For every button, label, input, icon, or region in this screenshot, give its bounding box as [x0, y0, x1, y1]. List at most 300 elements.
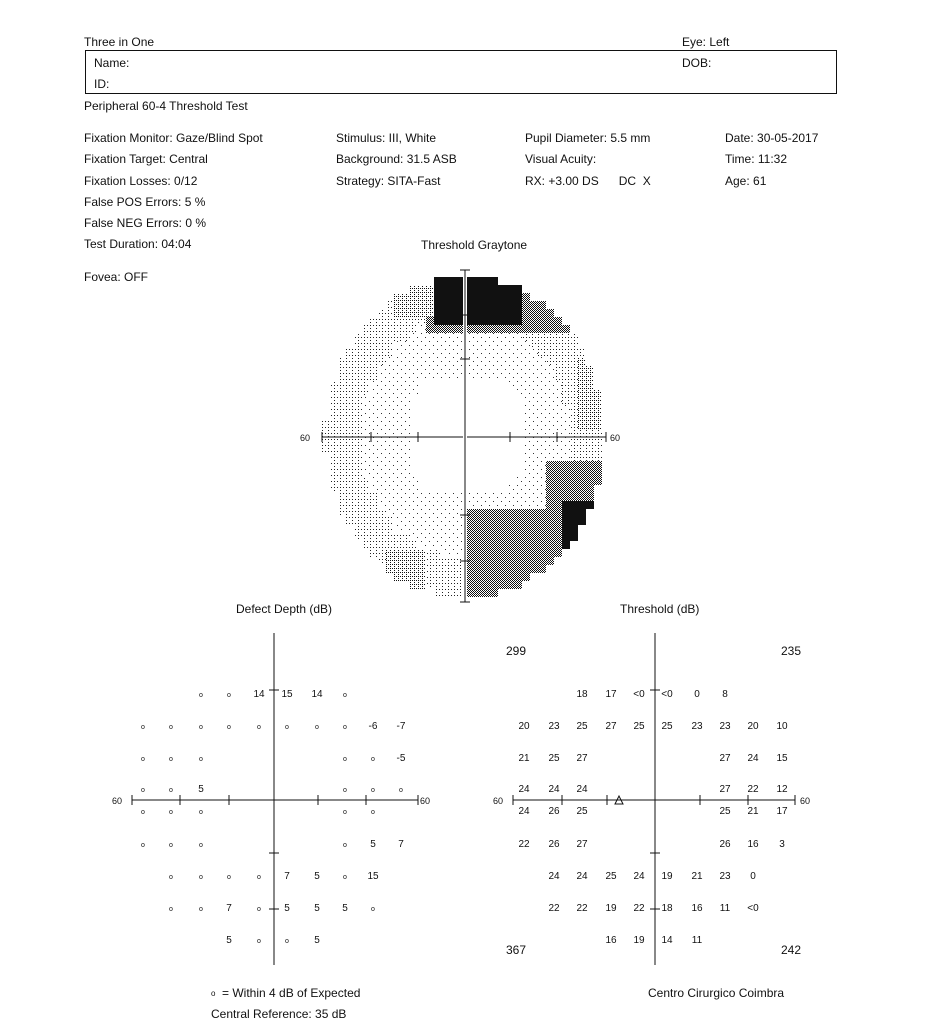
graytone-cell: [394, 565, 402, 573]
graytone-cell: [402, 541, 410, 549]
threshold-value: 11: [719, 903, 731, 914]
graytone-cell: [578, 517, 586, 525]
graytone-cell: [466, 357, 474, 365]
graytone-cell: [394, 389, 402, 397]
graytone-cell: [394, 445, 402, 453]
graytone-cell: [402, 309, 410, 317]
graytone-cell: [482, 277, 490, 285]
graytone-cell: [538, 429, 546, 437]
graytone-cell: [338, 397, 346, 405]
graytone-cell: [514, 381, 522, 389]
graytone-cell: [450, 525, 458, 533]
graytone-cell: [378, 453, 386, 461]
legend-symbol: o: [211, 989, 216, 998]
threshold-value: 26: [548, 839, 560, 850]
graytone-cell: [554, 325, 562, 333]
graytone-cell: [554, 541, 562, 549]
graytone-cell: [338, 357, 346, 365]
threshold-value: 26: [719, 839, 731, 850]
graytone-cell: [586, 469, 594, 477]
graytone-cell: [498, 309, 506, 317]
graytone-cell: [458, 589, 466, 597]
graytone-cell: [458, 373, 466, 381]
graytone-cell: [402, 493, 410, 501]
graytone-cell: [474, 589, 482, 597]
graytone-cell: [386, 365, 394, 373]
graytone-cell: [442, 589, 450, 597]
graytone-cell: [546, 309, 554, 317]
graytone-cell: [434, 285, 442, 293]
stimulus: Stimulus: III, White: [336, 131, 437, 145]
threshold-value: <0: [633, 689, 645, 700]
graytone-cell: [554, 445, 562, 453]
graytone-cell: [386, 357, 394, 365]
graytone-cell: [474, 509, 482, 517]
graytone-cell: [378, 365, 386, 373]
defect-value: 5: [342, 903, 348, 914]
threshold-value: 22: [576, 903, 588, 914]
graytone-cell: [514, 317, 522, 325]
graytone-cell: [498, 349, 506, 357]
graytone-cell: [514, 349, 522, 357]
test-name: Peripheral 60-4 Threshold Test: [84, 99, 248, 113]
graytone-cell: [514, 341, 522, 349]
graytone-cell: [506, 357, 514, 365]
threshold-value: 21: [518, 753, 530, 764]
graytone-cell: [442, 325, 450, 333]
graytone-cell: [490, 565, 498, 573]
graytone-cell: [394, 309, 402, 317]
graytone-cell: [458, 285, 466, 293]
graytone-cell: [514, 493, 522, 501]
defect-value: o: [141, 756, 145, 763]
threshold-value: 25: [605, 871, 617, 882]
graytone-cell: [370, 333, 378, 341]
graytone-cell: [386, 309, 394, 317]
graytone-cell: [450, 349, 458, 357]
graytone-cell: [546, 413, 554, 421]
graytone-cell: [554, 461, 562, 469]
graytone-cell: [418, 493, 426, 501]
graytone-cell: [522, 341, 530, 349]
graytone-cell: [578, 493, 586, 501]
threshold-value: 18: [576, 689, 588, 700]
threshold-value: 8: [722, 689, 728, 700]
graytone-cell: [426, 541, 434, 549]
graytone-cell: [482, 525, 490, 533]
central-reference: Central Reference: 35 dB: [211, 1007, 347, 1021]
graytone-cell: [402, 477, 410, 485]
defect-value: o: [169, 842, 173, 849]
graytone-cell: [330, 397, 338, 405]
graytone-cell: [418, 533, 426, 541]
graytone-cell: [450, 333, 458, 341]
graytone-cell: [378, 437, 386, 445]
graytone-cell: [482, 509, 490, 517]
graytone-cell: [546, 349, 554, 357]
graytone-cell: [498, 357, 506, 365]
graytone-cell: [466, 309, 474, 317]
graytone-cell: [482, 533, 490, 541]
graytone-cell: [570, 333, 578, 341]
graytone-cell: [378, 357, 386, 365]
graytone-cell: [538, 301, 546, 309]
defect-value: o: [257, 938, 261, 945]
graytone-cell: [562, 357, 570, 365]
defect-value: o: [199, 874, 203, 881]
graytone-cell: [458, 301, 466, 309]
graytone-cell: [370, 485, 378, 493]
defect-value: o: [169, 787, 173, 794]
graytone-cell: [522, 421, 530, 429]
graytone-cell: [450, 301, 458, 309]
graytone-cell: [530, 517, 538, 525]
graytone-cell: [410, 533, 418, 541]
graytone-cell: [522, 397, 530, 405]
graytone-cell: [546, 389, 554, 397]
rx: RX: +3.00 DS DC X: [525, 174, 651, 188]
graytone-cell: [474, 373, 482, 381]
graytone-cell: [394, 357, 402, 365]
graytone-cell: [418, 549, 426, 557]
graytone-cell: [554, 549, 562, 557]
graytone-cell: [530, 461, 538, 469]
graytone-cell: [370, 405, 378, 413]
graytone-cell: [426, 533, 434, 541]
graytone-cell: [498, 581, 506, 589]
graytone-cell: [586, 445, 594, 453]
graytone-cell: [458, 357, 466, 365]
graytone-cell: [450, 501, 458, 509]
graytone-cell: [418, 293, 426, 301]
graytone-cell: [354, 373, 362, 381]
graytone-cell: [418, 373, 426, 381]
graytone-cell: [346, 349, 354, 357]
graytone-cell: [554, 365, 562, 373]
graytone-cell: [362, 421, 370, 429]
graytone-cell: [546, 381, 554, 389]
graytone-cell: [426, 317, 434, 325]
graytone-cell: [586, 437, 594, 445]
graytone-cell: [562, 485, 570, 493]
graytone-cell: [490, 293, 498, 301]
graytone-cell: [514, 325, 522, 333]
graytone-cell: [506, 365, 514, 373]
graytone-cell: [594, 429, 602, 437]
graytone-cell: [546, 469, 554, 477]
graytone-cell: [530, 453, 538, 461]
graytone-cell: [530, 469, 538, 477]
graytone-cell: [338, 365, 346, 373]
defect-value: o: [343, 692, 347, 699]
graytone-cell: [394, 381, 402, 389]
graytone-cell: [442, 341, 450, 349]
graytone-cell: [378, 557, 386, 565]
graytone-cell: [474, 533, 482, 541]
threshold-corner-br: 242: [781, 943, 802, 957]
graytone-cell: [474, 301, 482, 309]
threshold-value: 10: [776, 721, 788, 732]
graytone-cell: [490, 301, 498, 309]
graytone-cell: [562, 365, 570, 373]
graytone-cell: [570, 517, 578, 525]
graytone-cell: [418, 301, 426, 309]
graytone-cell: [346, 445, 354, 453]
defect-value: o: [141, 809, 145, 816]
threshold-value: 25: [719, 806, 731, 817]
graytone-cell: [362, 525, 370, 533]
graytone-cell: [530, 525, 538, 533]
graytone-cell: [394, 461, 402, 469]
graytone-cell: [530, 405, 538, 413]
graytone-cell: [538, 309, 546, 317]
graytone-cell: [514, 541, 522, 549]
graytone-cell: [546, 397, 554, 405]
graytone-cell: [442, 293, 450, 301]
defect-value: o: [257, 724, 261, 731]
graytone-cell: [338, 501, 346, 509]
defect-value: o: [141, 787, 145, 794]
graytone-cell: [410, 365, 418, 373]
dob-label: DOB:: [682, 56, 712, 70]
graytone-cell: [530, 509, 538, 517]
time: Time: 11:32: [725, 152, 788, 166]
graytone-cell: [514, 533, 522, 541]
graytone-cell: [586, 365, 594, 373]
graytone-cell: [586, 421, 594, 429]
graytone-cell: [394, 293, 402, 301]
graytone-cell: [442, 277, 450, 285]
graytone-cell: [466, 317, 474, 325]
graytone-cell: [434, 557, 442, 565]
graytone-cell: [386, 461, 394, 469]
defect-value: o: [199, 906, 203, 913]
graytone-cell: [354, 469, 362, 477]
graytone-cell: [538, 437, 546, 445]
graytone-cell: [538, 421, 546, 429]
graytone-axis-left: 60: [300, 433, 311, 443]
graytone-cell: [370, 349, 378, 357]
graytone-cell: [546, 365, 554, 373]
graytone-cell: [466, 541, 474, 549]
graytone-cell: [418, 573, 426, 581]
graytone-cell: [538, 341, 546, 349]
graytone-cell: [538, 397, 546, 405]
graytone-cell: [522, 309, 530, 317]
threshold-value: 0: [750, 871, 756, 882]
defect-value: o: [169, 756, 173, 763]
graytone-cell: [498, 509, 506, 517]
graytone-cell: [402, 373, 410, 381]
threshold-axis-right: 60: [800, 796, 811, 806]
threshold-value: 24: [747, 753, 759, 764]
graytone-cell: [362, 429, 370, 437]
id-label: ID:: [94, 77, 110, 91]
graytone-cell: [386, 405, 394, 413]
graytone-cell: [378, 461, 386, 469]
defect-value: o: [371, 906, 375, 913]
graytone-cell: [426, 517, 434, 525]
graytone-cell: [386, 373, 394, 381]
graytone-cell: [362, 397, 370, 405]
graytone-cell: [442, 517, 450, 525]
graytone-cell: [378, 469, 386, 477]
graytone-cell: [394, 437, 402, 445]
graytone-cell: [394, 557, 402, 565]
graytone-cell: [514, 501, 522, 509]
graytone-cell: [338, 421, 346, 429]
graytone-cell: [458, 573, 466, 581]
graytone-cell: [354, 485, 362, 493]
graytone-cell: [418, 581, 426, 589]
graytone-cell: [514, 309, 522, 317]
graytone-cell: [370, 493, 378, 501]
threshold-value: 24: [518, 784, 530, 795]
graytone-cell: [538, 533, 546, 541]
graytone-cell: [538, 333, 546, 341]
graytone-cell: [346, 469, 354, 477]
graytone-cell: [474, 341, 482, 349]
graytone-cell: [378, 381, 386, 389]
graytone-cell: [514, 389, 522, 397]
test-duration: Test Duration: 04:04: [84, 237, 192, 251]
graytone-cell: [402, 501, 410, 509]
graytone-cell: [570, 493, 578, 501]
graytone-cell: [530, 549, 538, 557]
graytone-cell: [386, 325, 394, 333]
graytone-cell: [362, 349, 370, 357]
graytone-cell: [546, 557, 554, 565]
graytone-cell: [386, 485, 394, 493]
graytone-cell: [522, 389, 530, 397]
graytone-cell: [378, 501, 386, 509]
graytone-cell: [578, 381, 586, 389]
strategy: Strategy: SITA-Fast: [336, 174, 441, 188]
graytone-cell: [386, 341, 394, 349]
graytone-cell: [482, 549, 490, 557]
defect-value: -6: [368, 721, 378, 732]
graytone-cell: [434, 333, 442, 341]
graytone-cell: [410, 509, 418, 517]
graytone-cell: [418, 333, 426, 341]
graytone-cell: [394, 405, 402, 413]
graytone-cell: [418, 317, 426, 325]
graytone-cell: [514, 565, 522, 573]
graytone-cell: [426, 509, 434, 517]
graytone-cell: [402, 549, 410, 557]
graytone-cell: [410, 557, 418, 565]
graytone-cell: [482, 285, 490, 293]
defect-value: o: [199, 692, 203, 699]
graytone-cell: [426, 557, 434, 565]
graytone-cell: [498, 493, 506, 501]
graytone-cell: [450, 517, 458, 525]
threshold-value: 11: [691, 935, 703, 946]
graytone-cell: [442, 309, 450, 317]
graytone-cell: [538, 413, 546, 421]
threshold-value: 20: [747, 721, 759, 732]
threshold-value: 23: [719, 871, 731, 882]
graytone-cell: [466, 581, 474, 589]
graytone-cell: [322, 421, 330, 429]
graytone-cell: [474, 549, 482, 557]
threshold-value: 14: [661, 935, 673, 946]
graytone-cell: [466, 325, 474, 333]
graytone-cell: [490, 533, 498, 541]
graytone-cell: [530, 317, 538, 325]
graytone-cell: [570, 373, 578, 381]
graytone-cell: [506, 381, 514, 389]
graytone-cell: [370, 445, 378, 453]
graytone-cell: [570, 469, 578, 477]
graytone-cell: [434, 533, 442, 541]
defect-value: 5: [314, 935, 320, 946]
graytone-cell: [434, 501, 442, 509]
graytone-cell: [506, 541, 514, 549]
graytone-cell: [386, 541, 394, 549]
graytone-cell: [562, 469, 570, 477]
graytone-cell: [522, 437, 530, 445]
graytone-cell: [538, 501, 546, 509]
graytone-cell: [466, 549, 474, 557]
threshold-value: <0: [747, 903, 759, 914]
graytone-cell: [354, 349, 362, 357]
defect-value: o: [199, 842, 203, 849]
graytone-cell: [594, 421, 602, 429]
graytone-cell: [410, 293, 418, 301]
graytone-cell: [450, 509, 458, 517]
graytone-cell: [386, 349, 394, 357]
graytone-cell: [562, 477, 570, 485]
graytone-cell: [570, 533, 578, 541]
graytone-cell: [530, 437, 538, 445]
graytone-cell: [578, 469, 586, 477]
graytone-cell: [562, 397, 570, 405]
graytone-cell: [338, 477, 346, 485]
defect-title: Defect Depth (dB): [236, 602, 333, 616]
graytone-cell: [386, 493, 394, 501]
defect-value: o: [199, 756, 203, 763]
graytone-cell: [498, 373, 506, 381]
graytone-cell: [594, 389, 602, 397]
graytone-cell: [514, 333, 522, 341]
graytone-cell: [458, 325, 466, 333]
graytone-cell: [482, 493, 490, 501]
graytone-cell: [450, 573, 458, 581]
graytone-cell: [554, 317, 562, 325]
graytone-cell: [546, 373, 554, 381]
graytone-cell: [522, 469, 530, 477]
threshold-value: 16: [605, 935, 617, 946]
graytone-cell: [546, 317, 554, 325]
graytone-cell: [426, 501, 434, 509]
graytone-cell: [418, 557, 426, 565]
graytone-cell: [378, 389, 386, 397]
graytone-cell: [354, 461, 362, 469]
graytone-cell: [378, 509, 386, 517]
graytone-cell: [498, 325, 506, 333]
graytone-cell: [506, 501, 514, 509]
graytone-cell: [434, 541, 442, 549]
graytone-cell: [330, 429, 338, 437]
graytone-cell: [354, 501, 362, 509]
graytone-cell: [442, 509, 450, 517]
graytone-cell: [506, 549, 514, 557]
graytone-cell: [386, 389, 394, 397]
graytone-cell: [450, 317, 458, 325]
graytone-cell: [458, 549, 466, 557]
graytone-cell: [546, 357, 554, 365]
